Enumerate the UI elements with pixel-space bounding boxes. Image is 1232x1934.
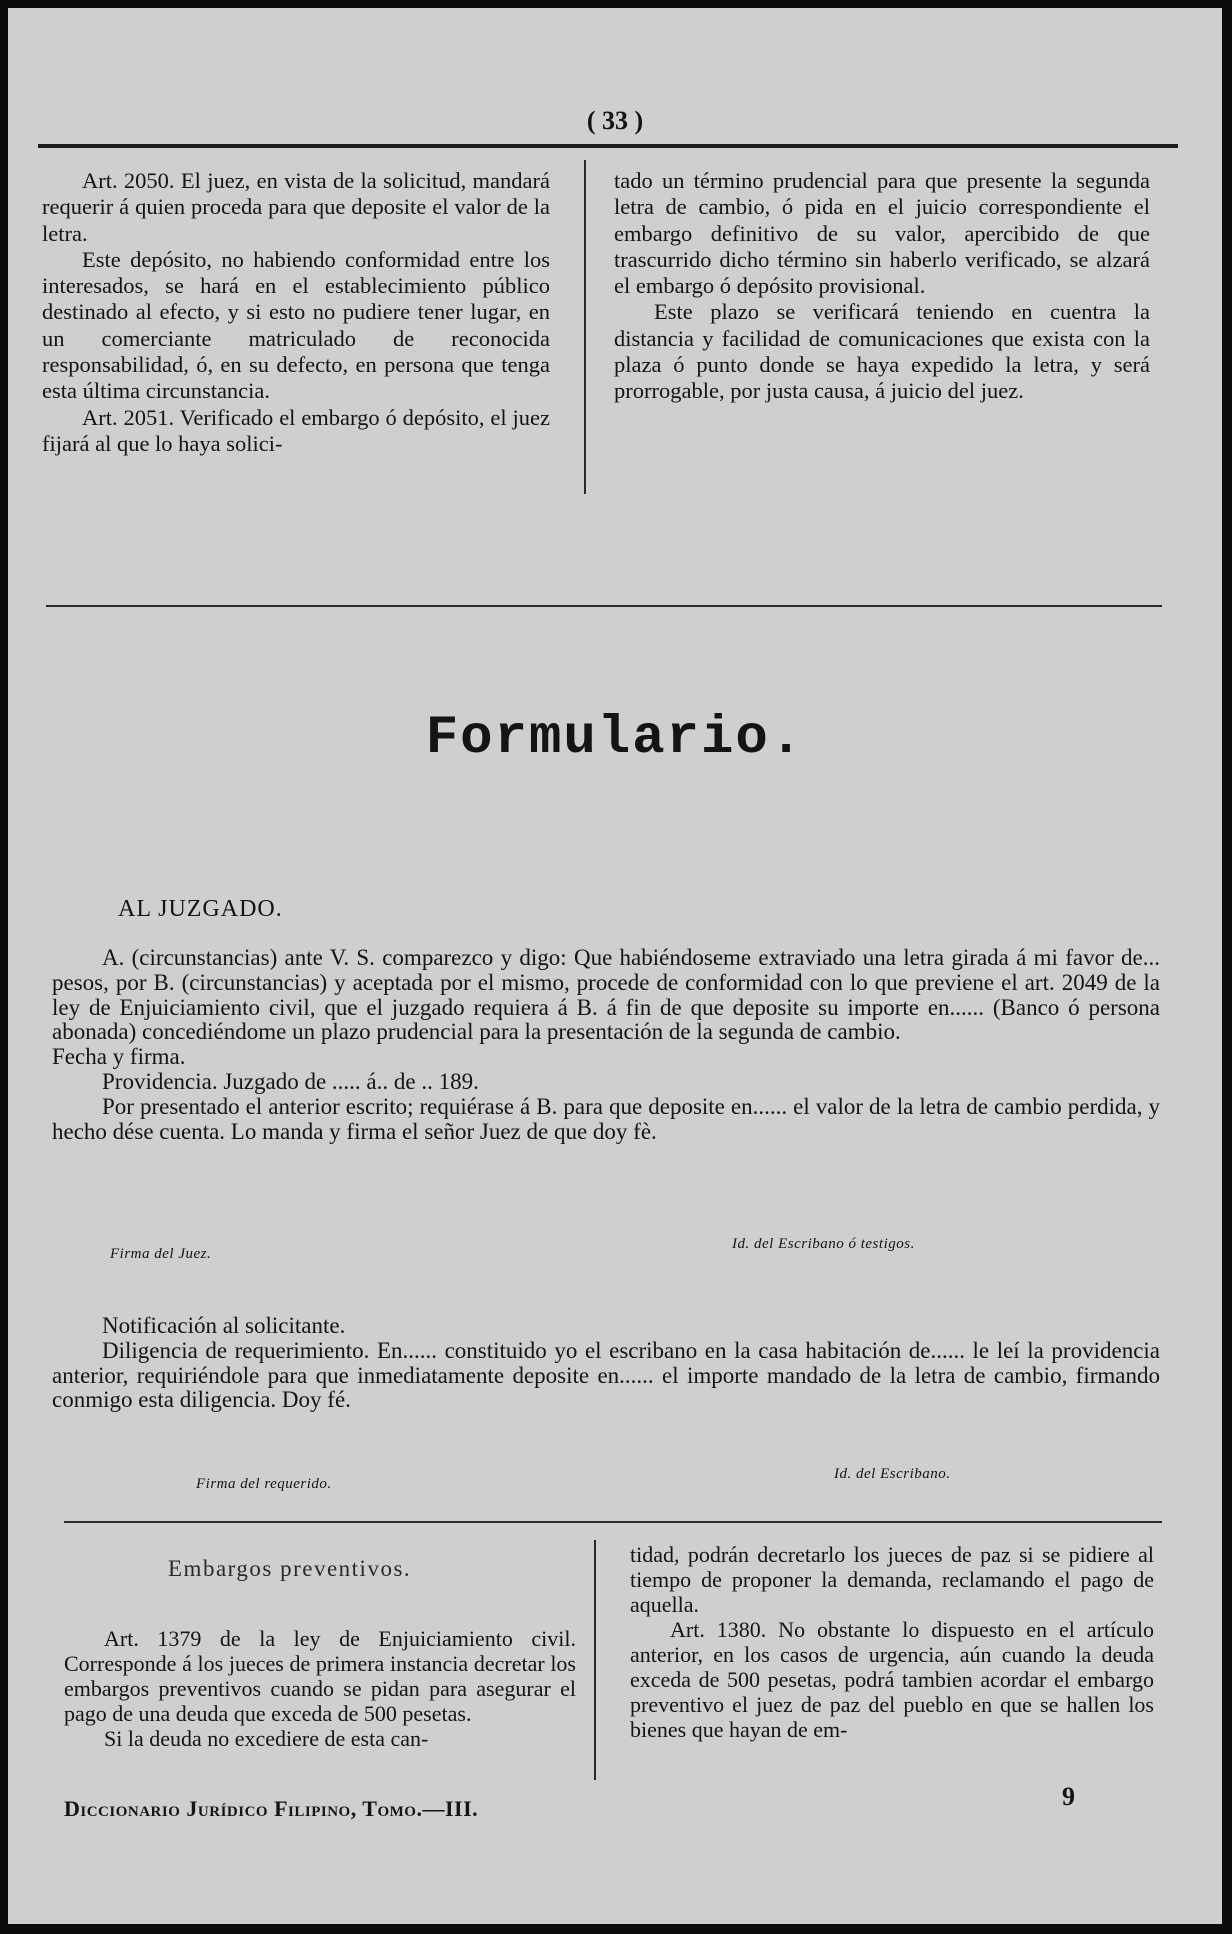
paragraph: Art. 1379 de la ley de Enjuiciamiento civil. Corresponde á los jueces de primera instancia decretar los embargos preventivos cuando se pidan para asegurar el pago de una deuda que exceda de 500 pesetas.	[64, 1626, 576, 1726]
section-rule	[64, 1521, 1162, 1523]
paragraph: Art. 2050. El juez, en vista de la solicitud, mandará requerir á quien proceda para que deposite el valor de la letra.	[42, 168, 550, 246]
paragraph: tado un término prudencial para que presente la segunda letra de cambio, ó pida en el juicio correspondiente el embargo definitivo de su valor, apercibido de que trascurrido dicho término sin haberlo verificado, se alzará el embargo ó depósito provisional.	[614, 168, 1150, 299]
page-number: ( 33 )	[586, 106, 644, 135]
bottom-left-column	[64, 1626, 576, 1751]
paragraph: Este depósito, no habiendo conformidad entre los interesados, se hará en el establecimiento público destinado al efecto, y si esto no pudiere tener lugar, en un comerciante matriculado de reconocida responsabilidad, ó, en su defecto, en persona que tenga esta última circunstancia.	[42, 246, 550, 404]
paragraph: Este plazo se verificará teniendo en cuentra la distancia y facilidad de comunicaciones que exista con la plaza ó punto donde se haya expedido la letra, y será prorrogable, por justa causa, á juicio del juez.	[614, 299, 1150, 404]
section-rule	[46, 605, 1162, 607]
column-divider	[584, 160, 586, 494]
form-title: Formulario.	[425, 708, 805, 769]
paragraph: Fecha y firma.	[52, 1044, 186, 1070]
top-rule	[38, 144, 1178, 148]
paragraph: Notificación al solicitante.	[102, 1313, 346, 1338]
bottom-right-column	[630, 1542, 1154, 1742]
signature-clerk-witnesses: Id. del Escribano ó testigos.	[732, 1236, 915, 1252]
petition-block	[52, 946, 1160, 1144]
signature-judge: Firma del Juez.	[110, 1246, 212, 1262]
paragraph: Art. 2051. Verificado el embargo ó depósito, el juez fijará al que lo haya solici-	[42, 404, 550, 456]
signature-required: Firma del requerido.	[196, 1476, 332, 1492]
paragraph: Diligencia de requerimiento. En...... constituido yo el escribano en la casa habitación de...... le leí la providencia anterior, requiriéndole para que inmediatamente deposite en...... el importe mandado de la letra de cambio, firmando conmigo esta diligencia. Doy fé.	[52, 1337, 1160, 1413]
top-right-column	[614, 168, 1150, 405]
paragraph: Providencia. Juzgado de ..... á.. de .. 189.	[102, 1068, 479, 1094]
paragraph: tidad, podrán decretarlo los jueces de paz si se pidiere al tiempo de proponer la demanda, reclamando el pago de aquella.	[630, 1542, 1154, 1617]
paragraph: A. (circunstancias) ante V. S. comparezco y digo: Que habiéndoseme extraviado una letra girada á mi favor de... pesos, por B. (circunstancias) y aceptada por el mismo, procede de conformidad con lo que previene el art. 2049 de la ley de Enjuiciamiento civil, que el juzgado requiera á B. á fin de que deposite su importe en...... (Banco ó persona abonada) concediéndome un plazo prudencial para la presentación de la segunda de cambio.	[52, 945, 1160, 1045]
notification-block	[52, 1314, 1160, 1413]
document-page	[8, 8, 1222, 1924]
section-title: Embargos preventivos.	[168, 1556, 412, 1581]
footer-signature-line: Diccionario Jurídico Filipino, Tomo.—III.	[64, 1796, 479, 1821]
paragraph: Si la deuda no excediere de esta can-	[104, 1726, 429, 1751]
column-divider	[594, 1540, 596, 1780]
paragraph: Por presentado el anterior escrito; requiérase á B. para que deposite en...... el valor de la letra de cambio perdida, y hecho dése cuenta. Lo manda y firma el señor Juez de que doy fè.	[52, 1093, 1160, 1144]
top-left-column	[42, 168, 550, 457]
signature-clerk: Id. del Escribano.	[834, 1466, 951, 1482]
paragraph: Art. 1380. No obstante lo dispuesto en el artículo anterior, en los casos de urgencia, aún cuando la deuda exceda de 500 pesetas, podrá tambien acordar el embargo preventivo el juez de paz del pueblo en que se hallen los bienes que hayan de em-	[630, 1617, 1154, 1742]
signature-mark: 9	[1062, 1782, 1075, 1811]
addressee: AL JUZGADO.	[118, 896, 283, 922]
